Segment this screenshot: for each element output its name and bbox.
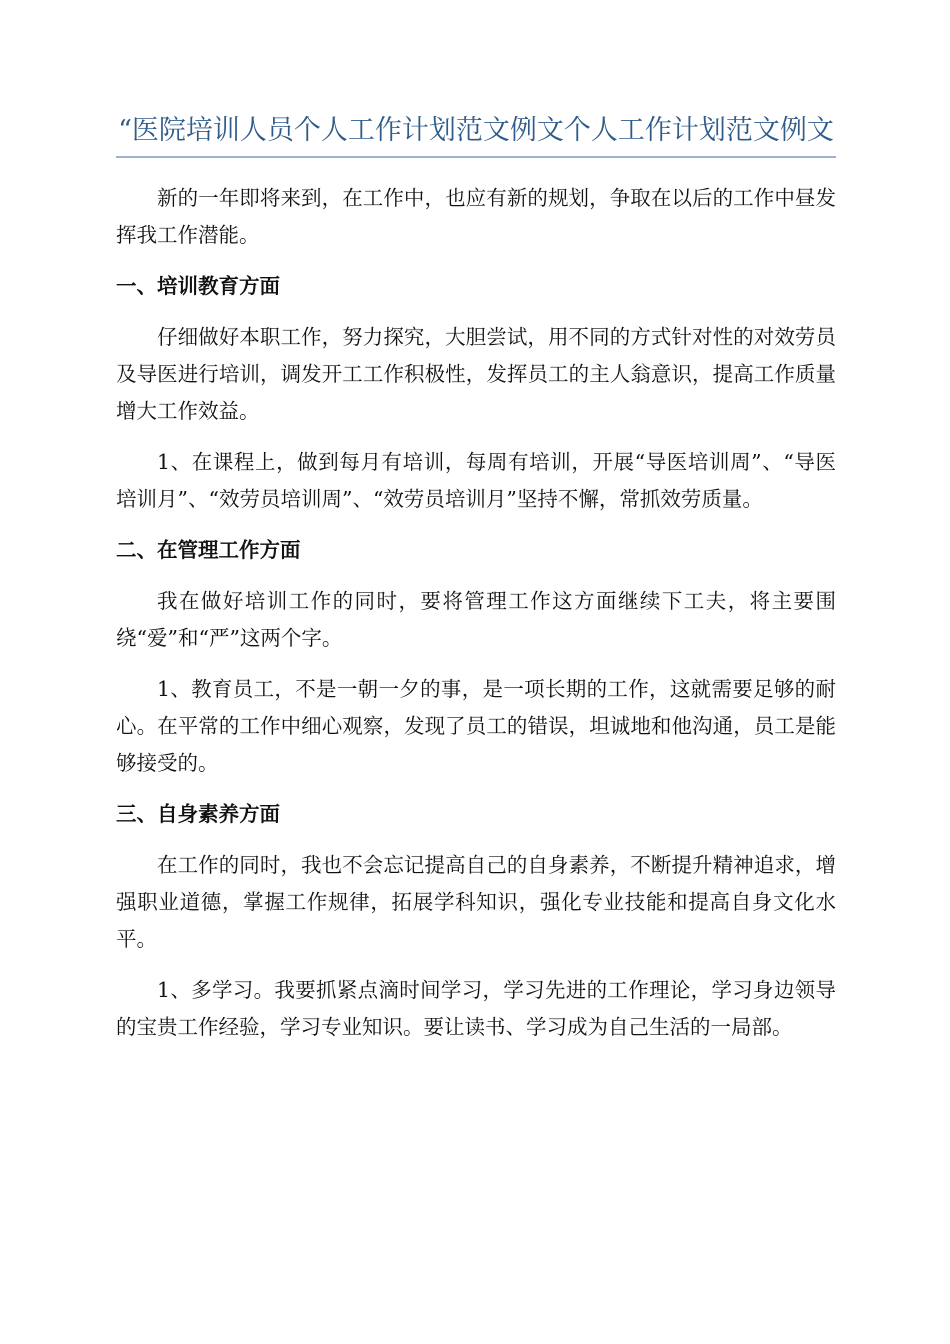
- training-paragraph: 仔细做好本职工作，努力探究，大胆尝试，用不同的方式针对性的对效劳员及导医进行培训，调发开工工作积极性，发挥员工的主人翁意识，提高工作质量增大工作效益。: [116, 325, 836, 423]
- management-paragraph: 我在做好培训工作的同时，要将管理工作这方面继续下工夫，将主要围绕“爱”和“严”这两个字。: [116, 589, 836, 650]
- training-item-1: 1、在课程上，做到每月有培训，每周有培训，开展“导医培训周”、“导医培训月”、“效劳员培训周”、“效劳员培训月”坚持不懈，常抓效劳质量。: [116, 450, 836, 511]
- section-heading-self-quality: 三、自身素养方面: [116, 802, 280, 826]
- document-page: [116, 112, 836, 1060]
- self-quality-paragraph: 在工作的同时，我也不会忘记提高自己的自身素养，不断提升精神追求，增强职业道德，掌握工作规律，拓展学科知识，强化专业技能和提高自身文化水平。: [116, 853, 836, 951]
- section-heading-management: 二、在管理工作方面: [116, 538, 301, 562]
- self-quality-item-1: 1、多学习。我要抓紧点滴时间学习，学习先进的工作理论，学习身边领导的宝贵工作经验，学习专业知识。要让读书、学习成为自己生活的一局部。: [116, 978, 836, 1039]
- title-underline: [116, 156, 836, 158]
- section-heading-training: 一、培训教育方面: [116, 274, 280, 298]
- intro-paragraph: 新的一年即将来到，在工作中，也应有新的规划，争取在以后的工作中昼发挥我工作潜能。: [116, 186, 836, 247]
- document-title: “医院培训人员个人工作计划范文例文个人工作计划范文例文: [118, 115, 834, 146]
- management-item-1: 1、教育员工，不是一朝一夕的事，是一项长期的工作，这就需要足够的耐心。在平常的工作中细心观察，发现了员工的错误，坦诚地和他沟通，员工是能够接受的。: [116, 677, 836, 775]
